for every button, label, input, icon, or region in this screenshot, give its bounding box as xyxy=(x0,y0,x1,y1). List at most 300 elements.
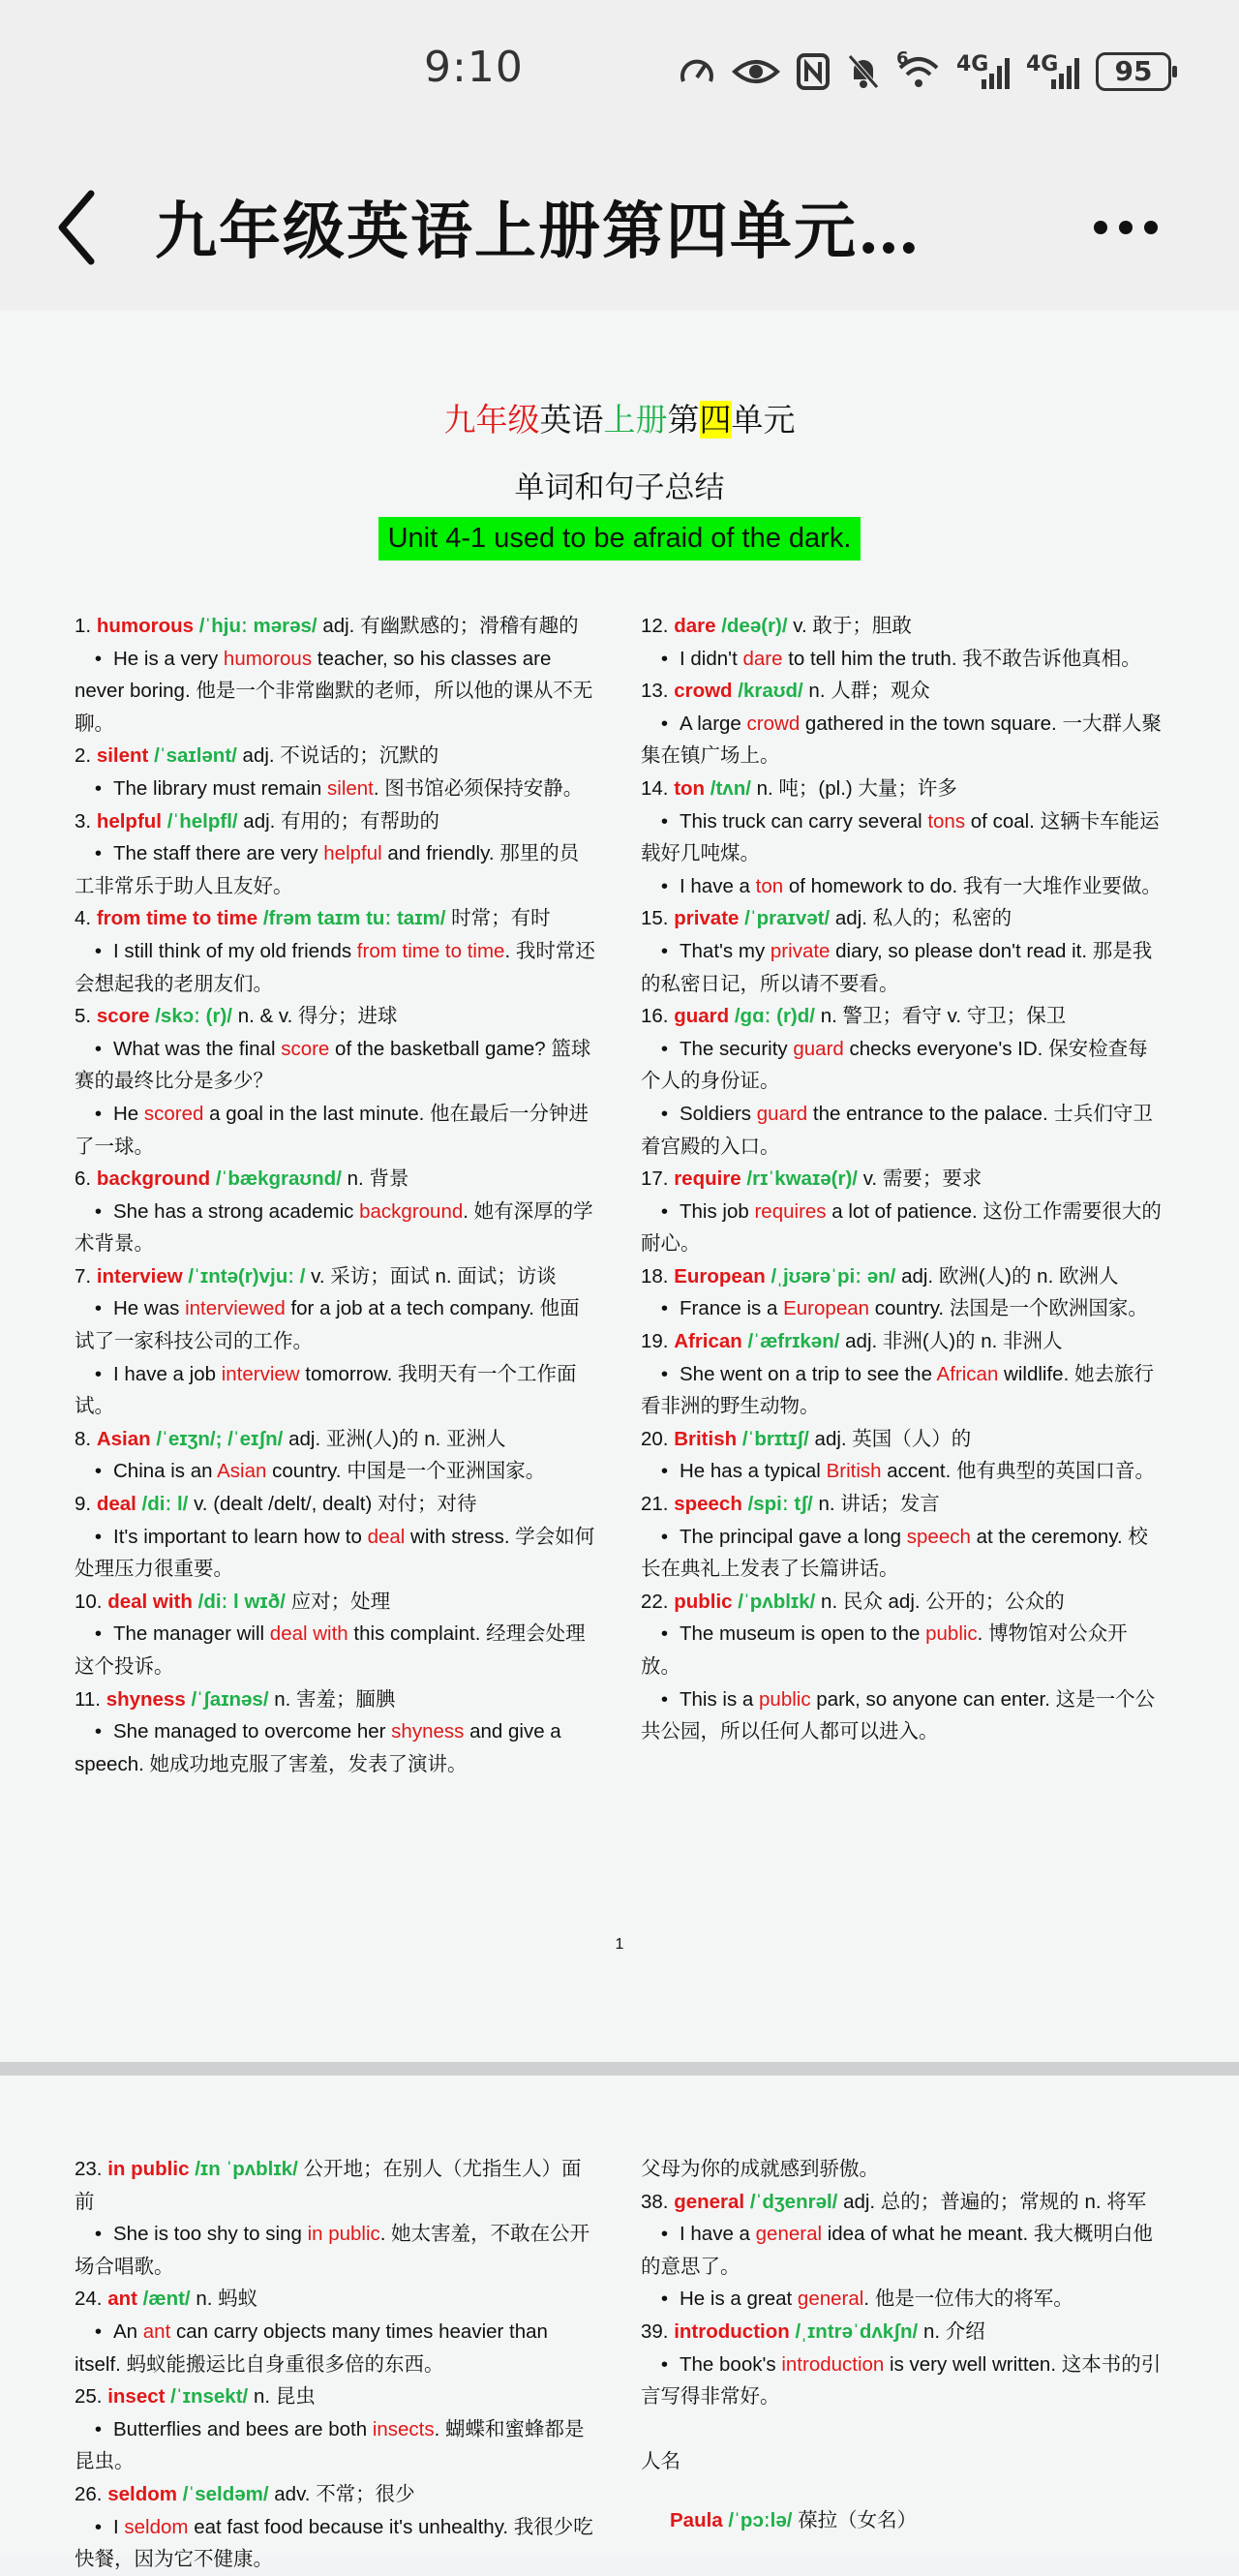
example-keyword: public xyxy=(759,1687,811,1711)
example-pre: He xyxy=(113,1102,144,1125)
entry-definition: adv. 不常；很少 xyxy=(274,2482,415,2505)
entry-number: 12. xyxy=(641,615,669,637)
bullet-icon: • xyxy=(94,1297,102,1320)
entry-ipa: /ˈæfrɪkən/ xyxy=(747,1330,840,1353)
title-part: 上册 xyxy=(603,401,668,439)
example-sentence xyxy=(641,1033,1163,1098)
example-pre: An xyxy=(113,2319,143,2343)
entry-word: deal xyxy=(96,1493,136,1516)
entry-number: 10. xyxy=(75,1590,103,1613)
example-sentence xyxy=(75,935,597,1000)
example-pre: The staff there are very xyxy=(113,842,324,865)
entry-ipa: /ˈsaɪlənt/ xyxy=(154,744,237,768)
app-header xyxy=(0,145,1239,310)
document-page-1 xyxy=(0,310,1239,2062)
vocab-entry xyxy=(75,805,597,838)
entry-definition: adj. 非洲(人)的 n. 非洲人 xyxy=(845,1330,1063,1353)
vocab-entry xyxy=(75,610,597,643)
entry-number: 16. xyxy=(641,1005,669,1028)
example-post: . 博物馆对公众开放。 xyxy=(641,1622,1128,1678)
example-post: . 他是一位伟大的将军。 xyxy=(863,2288,1073,2311)
entry-word: ton xyxy=(674,776,706,800)
vocab-entry xyxy=(641,1325,1163,1358)
entry-definition: v. 需要；要求 xyxy=(862,1167,982,1191)
example-keyword: shyness xyxy=(391,1720,465,1743)
entry-definition: n. 害羞；腼腆 xyxy=(274,1687,396,1711)
bullet-icon: • xyxy=(660,939,668,962)
page-number: 1 xyxy=(615,1936,624,1953)
example-keyword: seldom xyxy=(124,2515,189,2538)
dot-icon xyxy=(1144,221,1158,234)
entry-definition: 应对；处理 xyxy=(290,1590,391,1613)
example-pre: The manager will xyxy=(113,1622,270,1646)
vocab-entry xyxy=(75,1163,597,1196)
example-pre: She is too shy to sing xyxy=(113,2223,308,2246)
vocab-entry xyxy=(641,1000,1163,1033)
example-sentence xyxy=(75,2511,597,2576)
bullet-icon: • xyxy=(94,647,102,670)
entry-number: 3. xyxy=(75,809,92,833)
entry-number: 20. xyxy=(641,1427,669,1450)
example-pre: The book's xyxy=(680,2352,782,2376)
example-keyword: guard xyxy=(756,1102,808,1125)
entry-number: 4. xyxy=(75,907,92,930)
vocab-entry xyxy=(641,610,1163,643)
bullet-icon: • xyxy=(94,1199,102,1223)
entry-word: public xyxy=(674,1590,733,1613)
title-part: 单元 xyxy=(731,401,796,439)
entry-word: private xyxy=(674,907,740,930)
eye-icon xyxy=(732,52,780,91)
bullet-icon: • xyxy=(660,1102,668,1125)
bullet-icon: • xyxy=(660,1460,668,1483)
example-keyword: silent xyxy=(327,776,374,800)
example-pre: A large xyxy=(680,712,747,735)
example-pre: I xyxy=(113,2515,125,2538)
entry-word: introduction xyxy=(674,2319,790,2343)
entry-word: African xyxy=(674,1330,742,1353)
vocab-entry xyxy=(641,1586,1163,1619)
example-post: to tell him the truth. 我不敢告诉他真相。 xyxy=(782,647,1141,670)
example-post: of the basketball game? 篮球赛的最终比分是多少？ xyxy=(75,1037,591,1093)
entry-number: 8. xyxy=(75,1427,92,1450)
entry-word: guard xyxy=(674,1005,730,1028)
title-part: 九年级 xyxy=(443,401,540,439)
vocab-entry xyxy=(75,2153,597,2218)
status-time: 9:10 xyxy=(424,43,524,92)
entry-ipa: /deə(r)/ xyxy=(721,615,788,637)
example-keyword: interviewed xyxy=(185,1297,286,1320)
entry-definition: n. 介绍 xyxy=(922,2319,985,2343)
example-post: eat fast food because it's unhealthy. 我很少吃快餐，因为它不健康。 xyxy=(75,2515,593,2571)
bullet-icon: • xyxy=(660,1362,668,1385)
example-sentence xyxy=(641,1196,1163,1260)
entry-number: 17. xyxy=(641,1167,669,1191)
example-keyword: ant xyxy=(142,2319,171,2343)
example-keyword: private xyxy=(770,939,831,962)
example-sentence xyxy=(75,2413,597,2478)
example-sentence xyxy=(75,837,597,902)
example-keyword: general xyxy=(755,2223,823,2246)
more-options-button[interactable] xyxy=(1094,203,1171,252)
example-post: accent. 他有典型的英国口音。 xyxy=(881,1460,1156,1483)
example-sentence xyxy=(75,1715,597,1780)
bullet-icon: • xyxy=(94,1622,102,1646)
entry-word: ant xyxy=(107,2288,137,2311)
continued-text: 父母为你的成就感到骄傲。 xyxy=(641,2158,879,2180)
bullet-icon: • xyxy=(660,809,668,833)
example-keyword: introduction xyxy=(781,2352,885,2376)
dot-icon xyxy=(1094,221,1107,234)
example-pre: He is a very xyxy=(113,647,224,670)
example-pre: I still think of my old friends xyxy=(113,939,357,962)
example-pre: He has a typical xyxy=(680,1460,827,1483)
entry-number: 2. xyxy=(75,744,92,768)
vocab-entry xyxy=(641,1163,1163,1196)
entry-ipa: /tʌn/ xyxy=(710,776,751,800)
entry-word: dare xyxy=(674,615,716,637)
entry-number: 13. xyxy=(641,680,669,703)
entry-word: background xyxy=(96,1167,211,1191)
example-pre: He was xyxy=(113,1297,186,1320)
example-sentence xyxy=(75,1455,597,1488)
example-pre: This job xyxy=(680,1199,755,1223)
example-sentence xyxy=(641,2283,1163,2316)
example-pre: She went on a trip to see the xyxy=(680,1362,937,1385)
battery-indicator: 95 xyxy=(1096,52,1171,91)
title-part: 英语 xyxy=(539,401,604,439)
example-post: wildlife. 她去旅行看非洲的野生动物。 xyxy=(641,1362,1154,1418)
vocab-entry xyxy=(75,1000,597,1033)
example-post: is very well written. 这本书的引言写得非常好。 xyxy=(641,2352,1162,2409)
back-arrow-icon[interactable] xyxy=(48,184,106,271)
example-sentence xyxy=(75,2316,597,2380)
example-keyword: helpful xyxy=(323,842,382,865)
entry-ipa: /ˈhjuː mərəs/ xyxy=(198,615,317,637)
example-keyword: deal with xyxy=(269,1622,348,1646)
entry-ipa: /rɪˈkwaɪə(r)/ xyxy=(746,1167,858,1191)
example-sentence xyxy=(641,870,1163,903)
entry-word: from time to time xyxy=(96,907,258,930)
example-sentence xyxy=(641,1292,1163,1325)
example-post: this complaint. 经理会处理这个投诉。 xyxy=(75,1622,586,1678)
doc-main-title xyxy=(0,395,1239,440)
entry-definition: 时常；有时 xyxy=(451,907,551,930)
entry-ipa: /diː l/ xyxy=(141,1493,189,1516)
bullet-icon: • xyxy=(94,1525,102,1548)
example-post: of homework to do. 我有一大堆作业要做。 xyxy=(783,874,1162,897)
column-left xyxy=(75,2153,597,2576)
entry-word: Paula xyxy=(670,2509,723,2532)
example-sentence xyxy=(75,2218,597,2283)
example-keyword: humorous xyxy=(223,647,313,670)
mute-bell-icon xyxy=(846,52,881,91)
example-keyword: African xyxy=(936,1362,999,1385)
example-pre: I have a xyxy=(680,874,756,897)
entry-number: 9. xyxy=(75,1493,92,1516)
entry-number: 14. xyxy=(641,776,669,800)
entry-ipa: /ˈɪntə(r)vjuː / xyxy=(188,1264,306,1288)
example-keyword: requires xyxy=(754,1199,827,1223)
example-post: a goal in the last minute. 他在最后一分钟进了一球。 xyxy=(75,1102,589,1158)
bullet-icon: • xyxy=(94,2515,102,2538)
example-post: gathered in the town square. 一大群人聚集在镇广场上。 xyxy=(641,712,1162,768)
document-page-2 xyxy=(0,2076,1239,2571)
vocab-entry xyxy=(641,2316,1163,2349)
bullet-icon: • xyxy=(660,1622,668,1646)
example-pre: The museum is open to the xyxy=(680,1622,926,1646)
example-sentence xyxy=(641,1683,1163,1748)
entry-ipa: /ænt/ xyxy=(142,2288,191,2311)
vocab-entry xyxy=(641,1423,1163,1456)
entry-number: 24. xyxy=(75,2288,103,2311)
example-pre: I have a xyxy=(680,2223,756,2246)
entry-word: British xyxy=(674,1427,738,1450)
bullet-icon: • xyxy=(660,2352,668,2376)
example-keyword: deal xyxy=(367,1525,406,1548)
entry-word: deal with xyxy=(107,1590,193,1613)
vocab-entry xyxy=(75,2478,597,2511)
bullet-icon: • xyxy=(660,1525,668,1548)
entry-ipa: /diː l wɪð/ xyxy=(197,1590,286,1613)
entry-number: 23. xyxy=(75,2158,103,2180)
vocab-entry xyxy=(641,773,1163,805)
example-post: at the ceremony. 校长在典礼上发表了长篇讲话。 xyxy=(641,1525,1148,1581)
example-sentence xyxy=(75,1033,597,1098)
bullet-icon: • xyxy=(660,1297,668,1320)
example-post: and give a speech. 她成功地克服了害羞，发表了演讲。 xyxy=(75,1720,561,1775)
example-keyword: score xyxy=(281,1037,330,1060)
entry-number: 38. xyxy=(641,2190,669,2213)
example-pre: China is an xyxy=(113,1460,218,1483)
entries xyxy=(641,2186,1163,2413)
page-separator xyxy=(0,2062,1239,2076)
bullet-icon: • xyxy=(94,842,102,865)
net1-label: 4G xyxy=(956,52,989,76)
entry-word: score xyxy=(96,1005,150,1028)
entry-word: interview xyxy=(96,1264,183,1288)
entry-ipa: /ɪn ˈpʌblɪk/ xyxy=(195,2158,298,2180)
example-post: the entrance to the palace. 士兵们守卫着宫殿的入口。 xyxy=(641,1102,1153,1158)
example-keyword: European xyxy=(783,1297,870,1320)
entry-word: seldom xyxy=(107,2482,177,2505)
bullet-icon: • xyxy=(660,1037,668,1060)
cell-signal-1-icon xyxy=(956,52,1011,91)
entry-word: shyness xyxy=(106,1687,186,1711)
entry-word: crowd xyxy=(674,680,733,703)
vocab-entry xyxy=(641,675,1163,708)
example-post: teacher, so his classes are never boring. 他是一个非常幽默的老师，所以他的课从不无聊。 xyxy=(75,647,593,735)
example-pre: The security xyxy=(680,1037,794,1060)
vocab-entry xyxy=(75,1260,597,1293)
example-keyword: general xyxy=(797,2288,864,2311)
bullet-icon: • xyxy=(660,874,668,897)
entry-ipa: /ˈpraɪvət/ xyxy=(744,907,831,930)
status-bar xyxy=(0,0,1239,145)
entry-definition: adj. 亚洲(人)的 n. 亚洲人 xyxy=(288,1427,506,1450)
example-keyword: speech xyxy=(906,1525,971,1548)
example-sentence xyxy=(641,1358,1163,1423)
entry-ipa: /skɔː (r)/ xyxy=(155,1005,232,1028)
entry-ipa: /ˈeɪʒn/; /ˈeɪʃn/ xyxy=(156,1427,284,1450)
entry-ipa: /ɡɑː (r)d/ xyxy=(734,1005,815,1028)
entry-number: 7. xyxy=(75,1264,92,1288)
example-sentence xyxy=(75,1196,597,1260)
example-keyword: dare xyxy=(742,647,783,670)
entry-definition: adj. 总的；普遍的；常规的 n. 将军 xyxy=(843,2190,1147,2213)
example-keyword: Asian xyxy=(217,1460,267,1483)
entry-number: 19. xyxy=(641,1330,669,1353)
entry-definition: n. 讲话；发言 xyxy=(818,1493,940,1516)
entry-number: 15. xyxy=(641,907,669,930)
example-sentence xyxy=(75,1292,597,1357)
entry-ipa: /ˌjʊərəˈpiː ən/ xyxy=(771,1264,896,1288)
cell-signal-2-icon xyxy=(1026,52,1080,91)
example-pre: This truck can carry several xyxy=(680,809,928,833)
entry-number: 5. xyxy=(75,1005,92,1028)
entry-definition: adj. 欧洲(人)的 n. 欧洲人 xyxy=(901,1264,1119,1288)
example-keyword: from time to time xyxy=(356,939,505,962)
vocab-entry xyxy=(641,1260,1163,1293)
vocab-entry xyxy=(75,1488,597,1521)
example-post: and friendly. 那里的员工非常乐于助人且友好。 xyxy=(75,842,580,897)
entry-definition: v. 敢于；胆敢 xyxy=(793,615,912,637)
entry-number: 18. xyxy=(641,1264,669,1288)
vocab-entry xyxy=(641,902,1163,935)
entry-definition: n. 警卫；看守 v. 守卫；保卫 xyxy=(820,1005,1067,1028)
example-keyword: interview xyxy=(221,1362,300,1385)
bullet-icon: • xyxy=(94,776,102,800)
entry-number: 1. xyxy=(75,615,92,637)
entry-word: general xyxy=(674,2190,745,2213)
entry-ipa: /ˈbrɪtɪʃ/ xyxy=(741,1427,809,1450)
unit-heading-wrap xyxy=(0,517,1239,561)
partial-entry xyxy=(641,2504,1163,2537)
bullet-icon: • xyxy=(660,647,668,670)
title-part: 第 xyxy=(667,401,700,439)
vocab-entry xyxy=(75,740,597,773)
dot-icon xyxy=(1119,221,1133,234)
example-post: . 图书馆必须保持安静。 xyxy=(373,776,584,800)
example-post: a lot of patience. 这份工作需要很大的耐心。 xyxy=(641,1199,1162,1256)
example-post: tomorrow. 我明天有一个工作面试。 xyxy=(75,1362,577,1418)
vocab-entry xyxy=(75,902,597,935)
bullet-icon: • xyxy=(660,712,668,735)
entry-ipa: /kraʊd/ xyxy=(738,680,803,703)
example-keyword: public xyxy=(925,1622,978,1646)
bullet-icon: • xyxy=(94,2223,102,2246)
example-sentence xyxy=(641,1618,1163,1682)
entry-def: 葆拉（女名） xyxy=(798,2509,918,2532)
example-pre: The principal gave a long xyxy=(680,1525,907,1548)
entry-word: Asian xyxy=(96,1427,151,1450)
entry-definition: 公开地；在别人（尤指生人）面前 xyxy=(75,2158,582,2213)
example-sentence xyxy=(75,1618,597,1682)
example-sentence xyxy=(641,935,1163,1000)
bullet-icon: • xyxy=(94,2319,102,2343)
entry-ipa: /frəm taɪm tuː taɪm/ xyxy=(262,907,446,930)
example-sentence xyxy=(75,1098,597,1163)
example-pre: This is a xyxy=(680,1687,760,1711)
entry-number: 39. xyxy=(641,2319,669,2343)
entry-word: insect xyxy=(107,2385,166,2409)
wifi-badge: 6 xyxy=(896,48,909,69)
bullet-icon: • xyxy=(94,2417,102,2440)
bullet-icon: • xyxy=(660,1199,668,1223)
entry-word: European xyxy=(674,1264,766,1288)
entry-word: speech xyxy=(674,1493,742,1516)
status-icons xyxy=(678,50,1171,93)
bullet-icon: • xyxy=(94,1362,102,1385)
entry-ipa: /ˈpɔːlə/ xyxy=(728,2509,793,2532)
vocab-entry xyxy=(641,2186,1163,2219)
entry-number: 22. xyxy=(641,1590,669,1613)
example-keyword: ton xyxy=(755,874,784,897)
entry-word: in public xyxy=(107,2158,190,2180)
example-pre: Soldiers xyxy=(680,1102,757,1125)
example-post: . 蝴蝶和蜜蜂都是昆虫。 xyxy=(75,2417,585,2473)
example-pre: It's important to learn how to xyxy=(113,1525,368,1548)
example-pre: That's my xyxy=(680,939,771,962)
entry-ipa: /ˈseldəm/ xyxy=(182,2482,269,2505)
example-pre: She managed to overcome her xyxy=(113,1720,392,1743)
example-keyword: in public xyxy=(307,2223,380,2246)
example-sentence xyxy=(641,1098,1163,1163)
nfc-icon xyxy=(796,52,831,91)
entry-definition: v. 采访；面试 n. 面试；访谈 xyxy=(311,1264,557,1288)
entry-definition: adj. 私人的；私密的 xyxy=(834,907,1012,930)
vocab-entry xyxy=(75,1586,597,1619)
example-sentence xyxy=(75,1358,597,1423)
entry-definition: n. 人群；观众 xyxy=(808,680,930,703)
example-pre: France is a xyxy=(680,1297,784,1320)
document-title: 九年级英语上册第四单元… xyxy=(155,196,922,268)
example-post: park, so anyone can enter. 这是一个公共公园，所以任何人都可以进入。 xyxy=(641,1687,1156,1743)
example-sentence xyxy=(641,1455,1163,1488)
entry-number: 6. xyxy=(75,1167,92,1191)
bullet-icon: • xyxy=(660,1687,668,1711)
example-sentence xyxy=(641,1521,1163,1586)
entry-word: require xyxy=(674,1167,741,1191)
example-keyword: insects xyxy=(372,2417,435,2440)
example-sentence xyxy=(75,1521,597,1586)
entry-number: 21. xyxy=(641,1493,669,1516)
example-pre: He is a great xyxy=(680,2288,798,2311)
example-post: diary, so please don't read it. 那是我的私密日记，所以请不要看。 xyxy=(641,939,1153,995)
title-part-highlighted: 四 xyxy=(699,401,732,439)
example-post: . 我时常还会想起我的老朋友们。 xyxy=(75,939,595,995)
example-sentence xyxy=(641,805,1163,870)
entry-word: humorous xyxy=(96,615,195,637)
example-post: checks everyone's ID. 保安检查每个人的身份证。 xyxy=(641,1037,1148,1093)
vocab-entry xyxy=(75,2380,597,2413)
vocab-entry xyxy=(75,1683,597,1716)
column-right xyxy=(641,610,1163,1748)
example-sentence xyxy=(75,643,597,741)
example-post: idea of what he meant. 我大概明白他的意思了。 xyxy=(641,2223,1153,2278)
vocab-entry xyxy=(75,2283,597,2316)
entry-ipa: /ˈdʒenrəl/ xyxy=(749,2190,838,2213)
entry-definition: adj. 有用的；有帮助的 xyxy=(243,809,440,833)
example-pre: The library must remain xyxy=(113,776,328,800)
example-keyword: guard xyxy=(793,1037,844,1060)
vocab-entry xyxy=(75,1423,597,1456)
bullet-icon: • xyxy=(94,939,102,962)
entry-ipa: /ˈhelpfl/ xyxy=(166,809,238,833)
example-sentence xyxy=(641,2349,1163,2413)
example-keyword: crowd xyxy=(746,712,801,735)
entry-ipa: /spiː tʃ/ xyxy=(747,1493,813,1516)
